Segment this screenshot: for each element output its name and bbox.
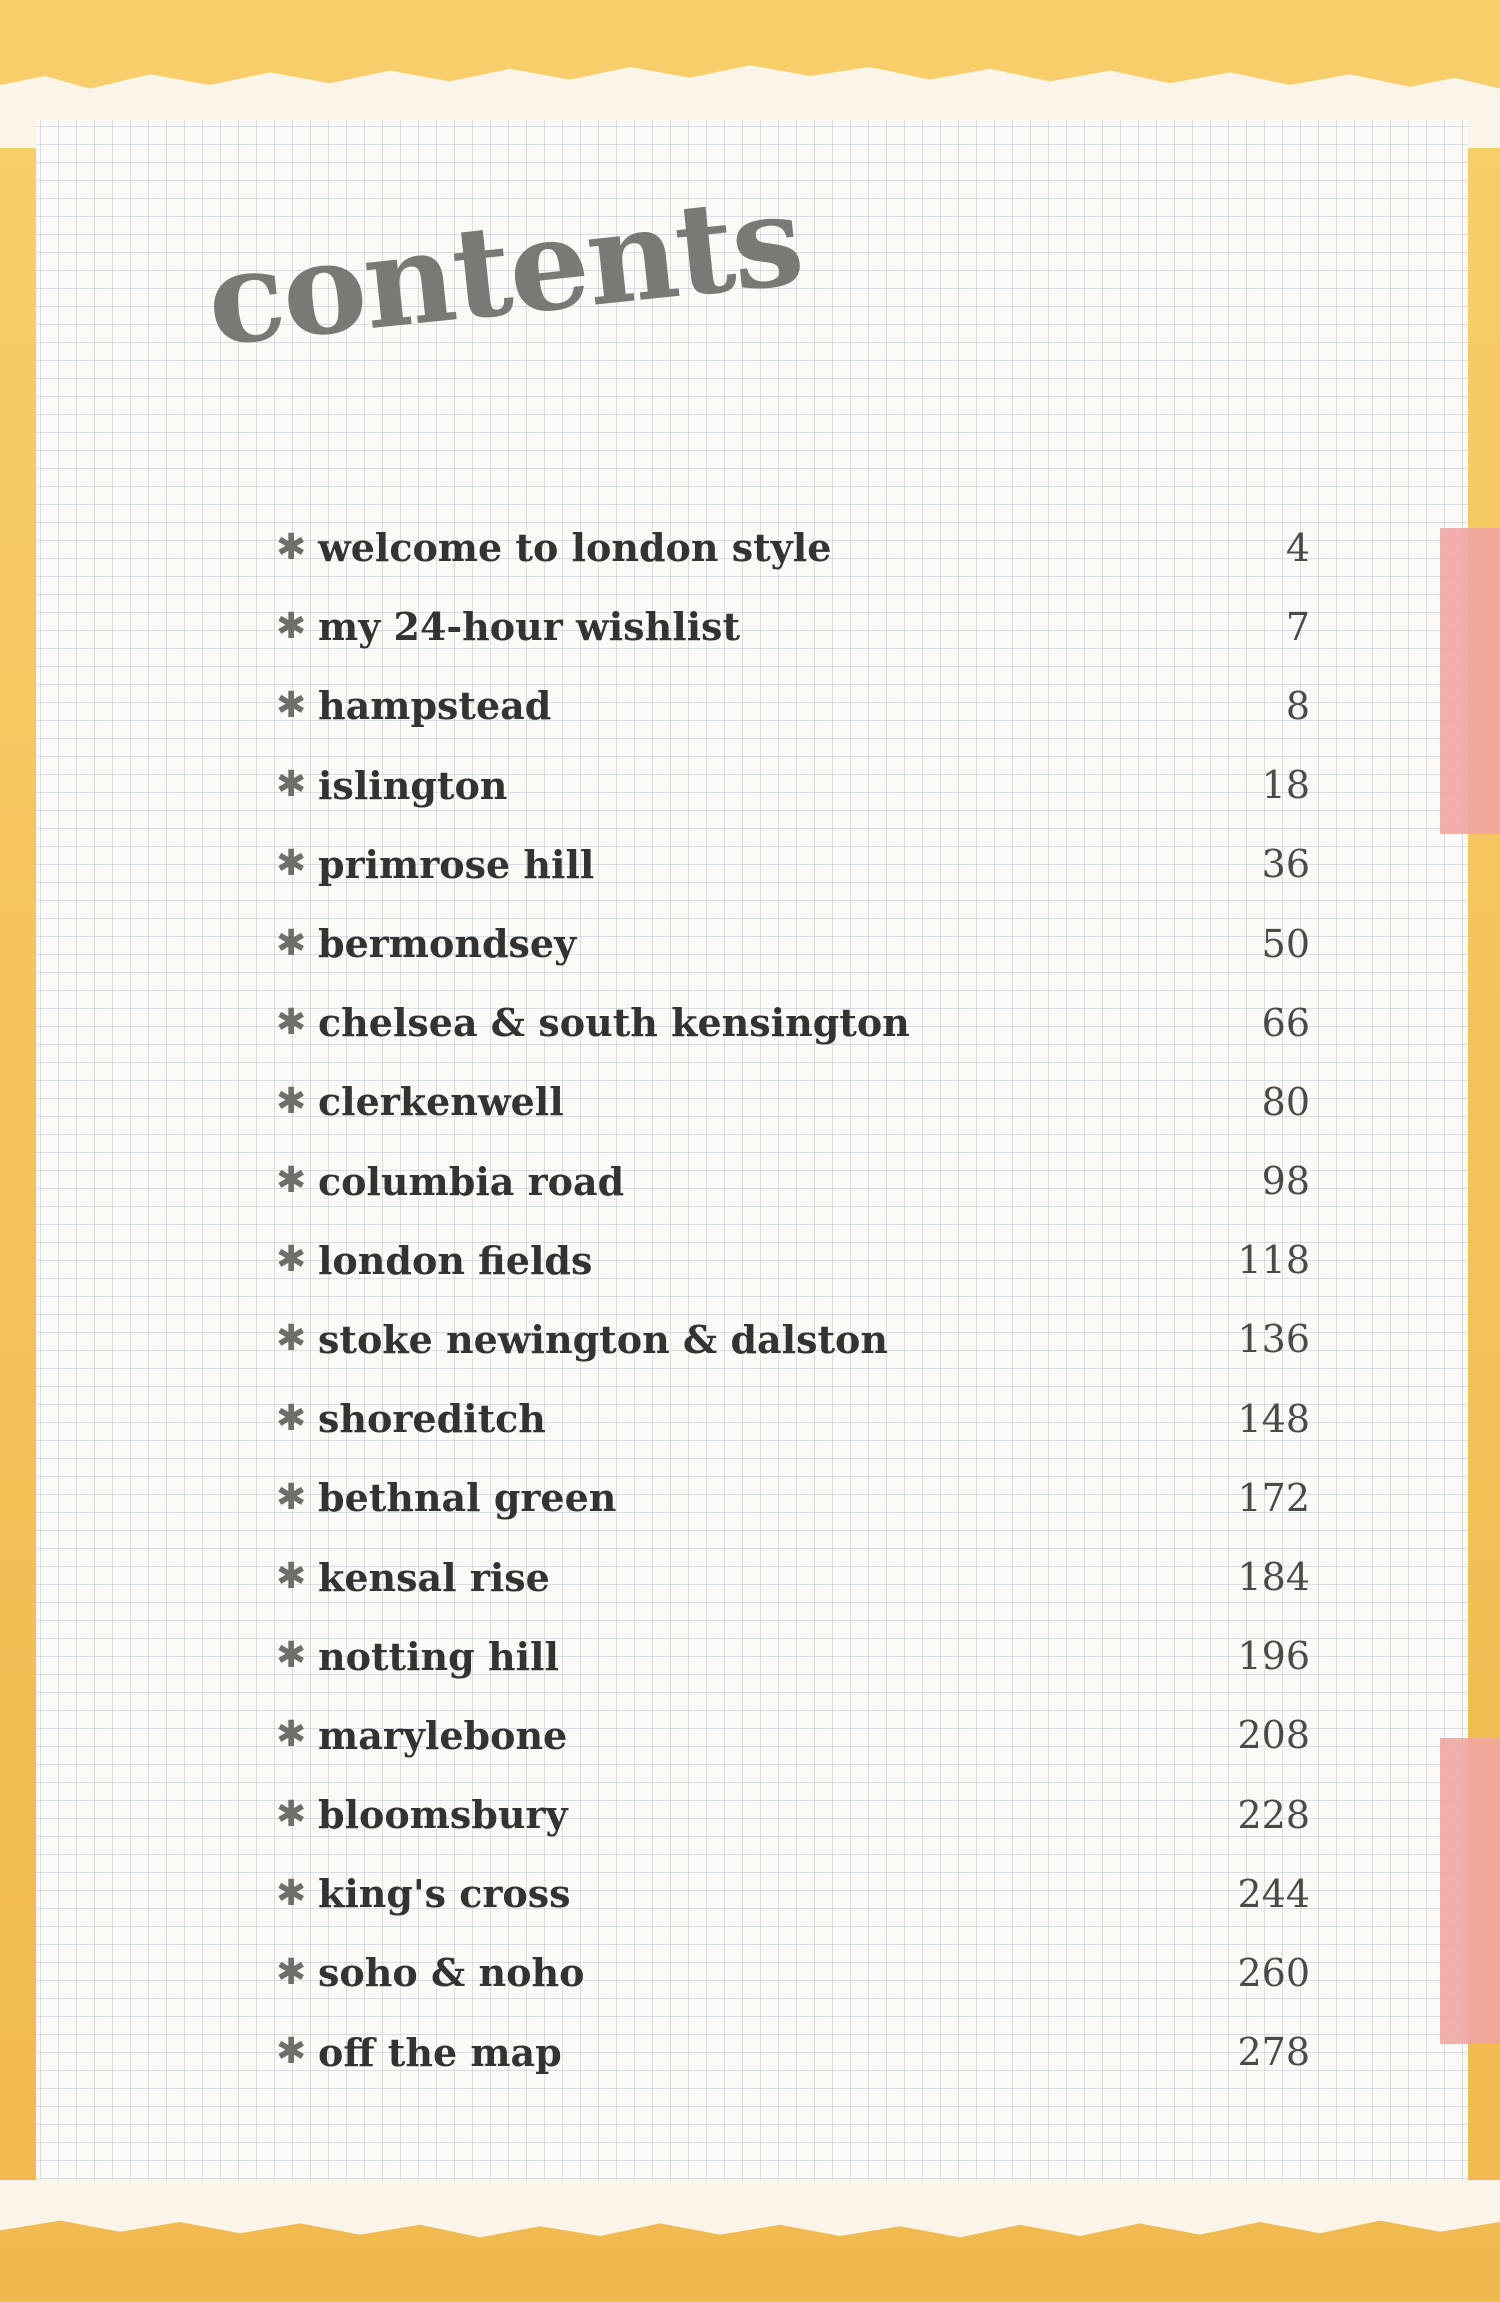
toc-entry[interactable] <box>276 508 1310 587</box>
toc-entry-label: marylebone <box>318 1712 568 1758</box>
asterisk-icon: ✱ <box>276 1001 307 1043</box>
asterisk-icon: ✱ <box>276 1239 307 1281</box>
toc-entry-page: 136 <box>1237 1317 1310 1362</box>
asterisk-icon: ✱ <box>276 1635 307 1677</box>
toc-entry-page: 4 <box>1285 525 1310 570</box>
asterisk-icon: ✱ <box>276 1556 307 1598</box>
toc-entry-page: 36 <box>1261 842 1310 887</box>
toc-entry-label: my 24-hour wishlist <box>318 604 741 650</box>
toc-entry-page: 184 <box>1237 1555 1310 1600</box>
asterisk-icon: ✱ <box>276 526 307 568</box>
toc-entry-label: welcome to london style <box>318 525 832 571</box>
toc-entry-page: 98 <box>1261 1159 1310 1204</box>
toc-entry-label: hampstead <box>318 683 552 729</box>
toc-entry-label: clerkenwell <box>318 1079 564 1125</box>
pink-tab-upper <box>1440 528 1500 834</box>
toc-entry[interactable] <box>276 1537 1310 1616</box>
asterisk-icon: ✱ <box>276 1714 307 1756</box>
toc-entry-page: 196 <box>1237 1634 1310 1679</box>
asterisk-icon: ✱ <box>276 1793 307 1835</box>
asterisk-icon: ✱ <box>276 764 307 806</box>
toc-entry-label: kensal rise <box>318 1554 550 1600</box>
toc-entry[interactable] <box>276 1933 1310 2012</box>
toc-entry-label: primrose hill <box>318 841 595 887</box>
toc-entry-label: bermondsey <box>318 921 577 967</box>
toc-entry-page: 148 <box>1237 1396 1310 1441</box>
toc-entry-label: islington <box>318 762 508 808</box>
asterisk-icon: ✱ <box>276 1397 307 1439</box>
toc-entry[interactable] <box>276 1062 1310 1141</box>
asterisk-icon: ✱ <box>276 922 307 964</box>
toc-entry[interactable] <box>276 587 1310 666</box>
toc-entry-label: shoreditch <box>318 1396 546 1442</box>
toc-entry-page: 66 <box>1261 1000 1310 1045</box>
asterisk-icon: ✱ <box>276 605 307 647</box>
toc-entry-page: 7 <box>1285 604 1310 649</box>
toc-entry[interactable] <box>276 1854 1310 1933</box>
toc-entry-page: 278 <box>1237 2030 1310 2075</box>
toc-entry-label: king's cross <box>318 1871 571 1917</box>
toc-entry[interactable] <box>276 666 1310 745</box>
asterisk-icon: ✱ <box>276 1951 307 1993</box>
table-of-contents <box>276 508 1310 2092</box>
toc-entry[interactable] <box>276 1696 1310 1775</box>
toc-entry-label: off the map <box>318 2029 562 2075</box>
toc-entry[interactable] <box>276 1221 1310 1300</box>
toc-entry-page: 244 <box>1237 1871 1310 1916</box>
toc-entry-label: columbia road <box>318 1158 625 1204</box>
asterisk-icon: ✱ <box>276 1318 307 1360</box>
toc-entry-page: 260 <box>1237 1950 1310 1995</box>
asterisk-icon: ✱ <box>276 843 307 885</box>
toc-entry-page: 208 <box>1237 1713 1310 1758</box>
toc-entry[interactable] <box>276 746 1310 825</box>
toc-entry-page: 172 <box>1237 1475 1310 1520</box>
asterisk-icon: ✱ <box>276 684 307 726</box>
toc-entry-label: bethnal green <box>318 1475 617 1521</box>
toc-entry[interactable] <box>276 983 1310 1062</box>
toc-entry-label: notting hill <box>318 1633 559 1679</box>
toc-entry-label: stoke newington & dalston <box>318 1316 889 1362</box>
toc-entry-page: 18 <box>1261 763 1310 808</box>
toc-entry[interactable] <box>276 2013 1310 2092</box>
toc-entry[interactable] <box>276 904 1310 983</box>
toc-entry-page: 50 <box>1261 921 1310 966</box>
toc-entry-page: 118 <box>1237 1238 1310 1283</box>
toc-entry-label: soho & noho <box>318 1950 585 1996</box>
asterisk-icon: ✱ <box>276 1160 307 1202</box>
toc-entry[interactable] <box>276 825 1310 904</box>
pink-tab-lower <box>1440 1738 1500 2044</box>
toc-entry[interactable] <box>276 1617 1310 1696</box>
toc-entry[interactable] <box>276 1379 1310 1458</box>
toc-entry[interactable] <box>276 1775 1310 1854</box>
page-title: contents <box>200 165 808 375</box>
toc-entry[interactable] <box>276 1300 1310 1379</box>
asterisk-icon: ✱ <box>276 1080 307 1122</box>
toc-entry-label: bloomsbury <box>318 1792 568 1838</box>
toc-entry-page: 228 <box>1237 1792 1310 1837</box>
asterisk-icon: ✱ <box>276 2031 307 2073</box>
toc-entry-label: london fields <box>318 1237 593 1283</box>
toc-entry[interactable] <box>276 1458 1310 1537</box>
toc-entry-page: 8 <box>1285 683 1310 728</box>
asterisk-icon: ✱ <box>276 1872 307 1914</box>
toc-entry[interactable] <box>276 1142 1310 1221</box>
toc-entry-page: 80 <box>1261 1079 1310 1124</box>
toc-entry-label: chelsea & south kensington <box>318 1000 910 1046</box>
asterisk-icon: ✱ <box>276 1476 307 1518</box>
